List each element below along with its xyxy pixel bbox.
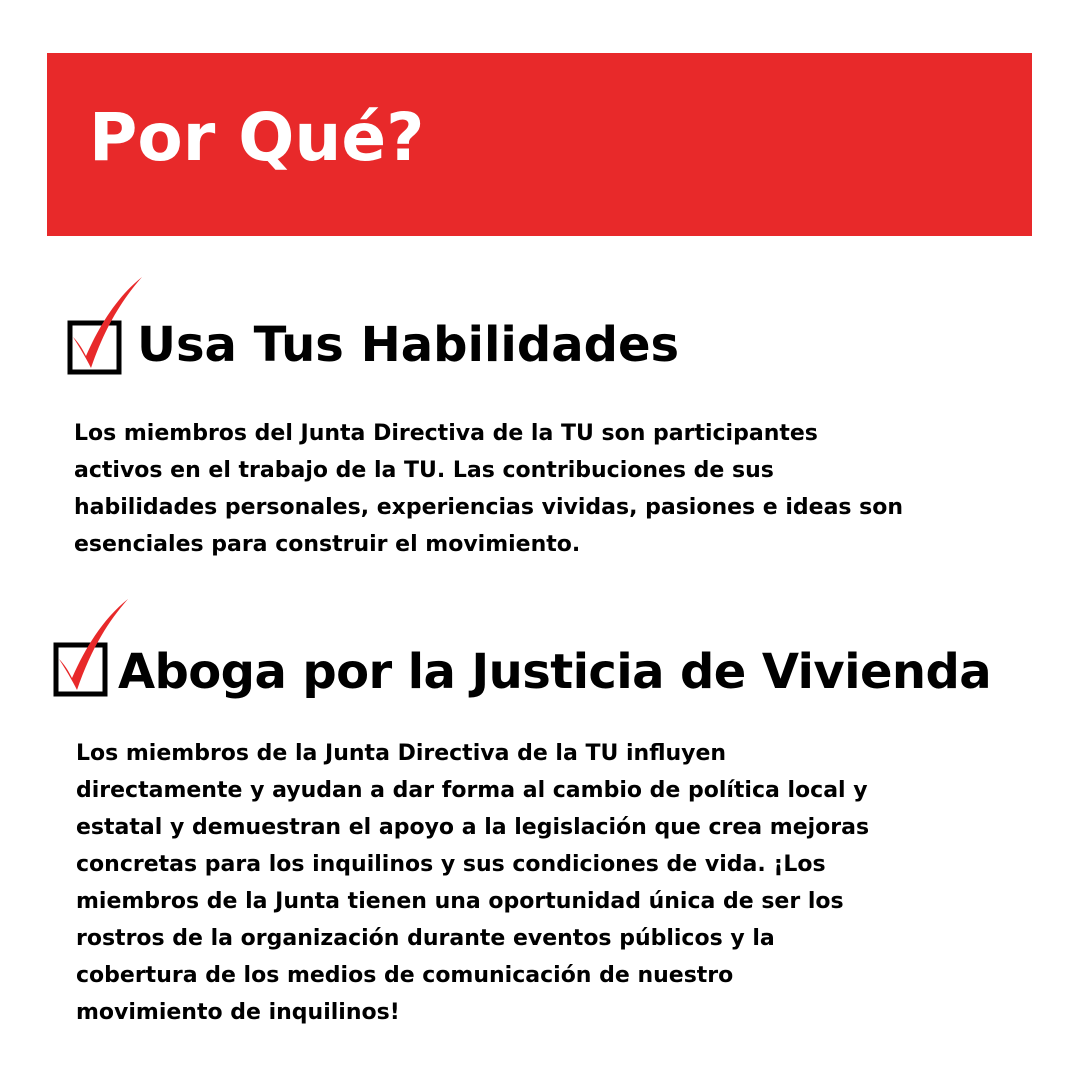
section-heading-advocacy: Aboga por la Justicia de Vivienda [118, 644, 992, 700]
body-line: cobertura de los medios de comunicación de nuestro [76, 963, 734, 988]
body-line: habilidades personales, experiencias vividas, pasiones e ideas son [74, 495, 904, 520]
body-line: estatal y demuestran el apoyo a la legislación que crea mejoras [76, 815, 870, 840]
body-line: esenciales para construir el movimiento. [74, 532, 581, 557]
body-line: rostros de la organización durante eventos públicos y la [76, 926, 775, 951]
section-body-skills [74, 415, 903, 563]
section-heading-skills: Usa Tus Habilidades [137, 317, 680, 373]
checked-box-icon [64, 272, 146, 382]
body-line: directamente y ayudan a dar forma al cambio de política local y [76, 778, 868, 803]
body-line: Los miembros de la Junta Directiva de la TU influyen [76, 741, 727, 766]
page-title: Por Qué? [89, 99, 425, 176]
body-line: concretas para los inquilinos y sus condiciones de vida. ¡Los [76, 852, 826, 877]
title-banner [47, 53, 1032, 236]
body-line: movimiento de inquilinos! [76, 1000, 400, 1025]
body-line: activos en el trabajo de la TU. Las contribuciones de sus [74, 458, 774, 483]
section-body-advocacy [76, 735, 869, 1031]
body-line: miembros de la Junta tienen una oportunidad única de ser los [76, 889, 844, 914]
body-line: Los miembros del Junta Directiva de la TU son participantes [74, 421, 818, 446]
